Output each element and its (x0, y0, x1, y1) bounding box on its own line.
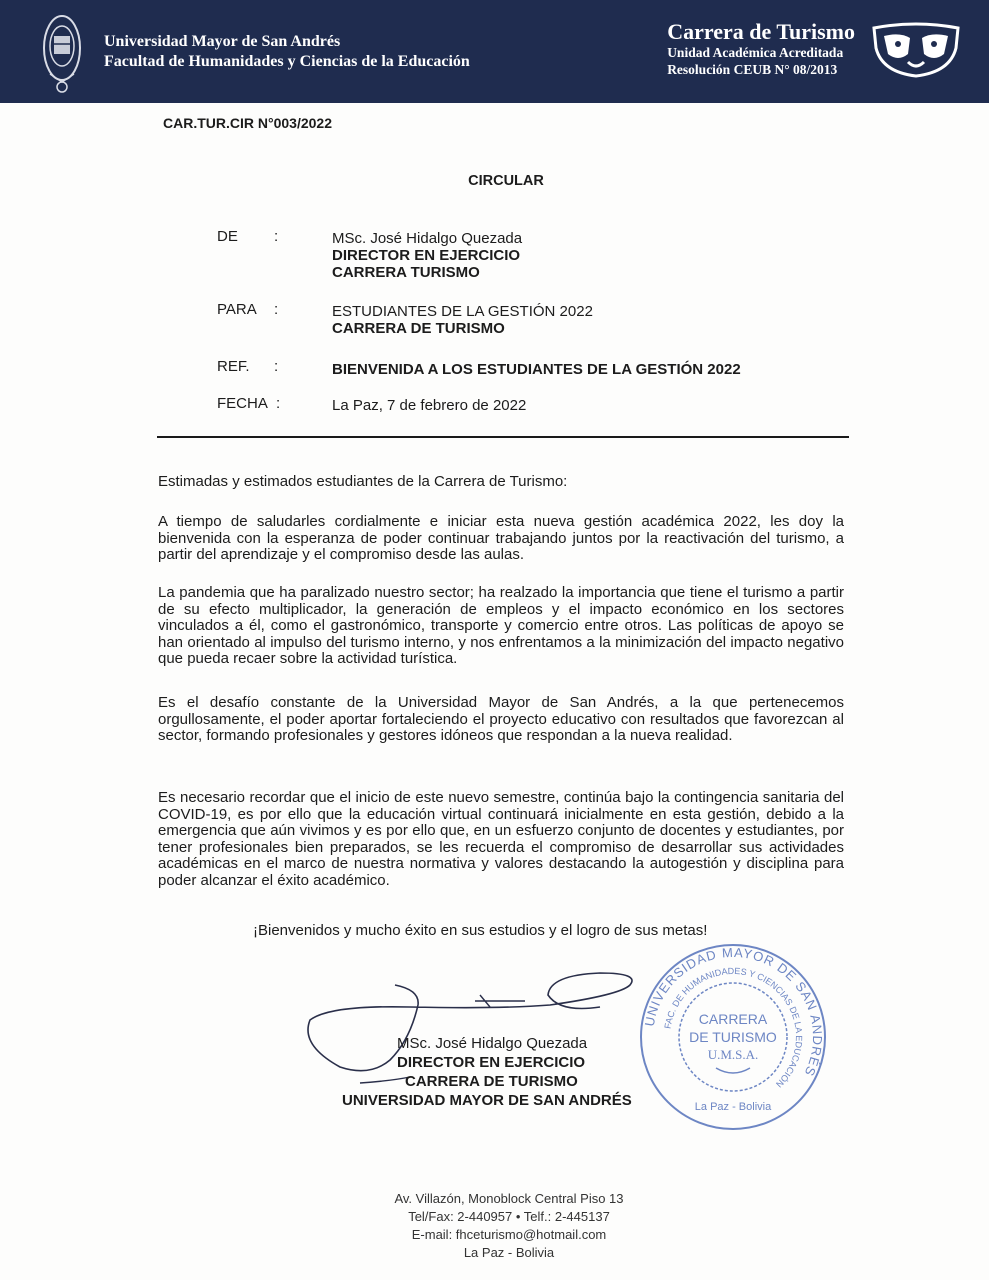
university-crest-icon (40, 8, 84, 94)
meta-to-recipients: ESTUDIANTES DE LA GESTIÓN 2022 (332, 303, 593, 320)
meta-colon: : (276, 395, 281, 412)
career-block (667, 20, 855, 78)
stamp-ring-text: UNIVERSIDAD MAYOR DE SAN ANDRÉS (641, 944, 826, 1080)
meta-date-value: La Paz, 7 de febrero de 2022 (332, 397, 527, 414)
paragraph-2: La pandemia que ha paralizado nuestro sector; ha realzado la importancia que tiene el turismo a partir de su efecto multiplicador, la generación de empleos y el impacto económico en los sectores vinculados a él, como el gastronómico, transporte y comercio entre otros. Las políticas de apoyo se han orientado al impulso del turismo interno, y nos enfrentamos a la minimización del impacto negativo que pueda recaer sobre la actividad turística. (158, 584, 844, 667)
meta-from-career: CARRERA TURISMO (332, 264, 480, 281)
meta-colon: : (274, 228, 279, 245)
meta-from-label: DE (217, 228, 238, 245)
accreditation-label: Unidad Académica Acreditada (667, 45, 844, 60)
meta-to-label: PARA (217, 301, 257, 318)
meta-date-label: FECHA (217, 395, 268, 412)
tourism-mask-logo-icon (870, 22, 962, 78)
signature-university: UNIVERSIDAD MAYOR DE SAN ANDRÉS (342, 1092, 632, 1109)
institution-names (104, 32, 470, 72)
footer-address: Av. Villazón, Monoblock Central Piso 13 (394, 1191, 624, 1206)
university-name: Universidad Mayor de San Andrés (104, 33, 341, 50)
meta-ref-value: BIENVENIDA A LOS ESTUDIANTES DE LA GESTIÓN 2022 (332, 361, 741, 378)
signature-name: MSc. José Hidalgo Quezada (397, 1035, 588, 1052)
footer-phones: Tel/Fax: 2-440957 • Telf.: 2-445137 (408, 1209, 610, 1224)
svg-text:FAC. DE HUMANIDADES Y CIENCIAS (663, 966, 804, 1089)
meta-from-role: DIRECTOR EN EJERCICIO (332, 247, 521, 264)
signature-career: CARRERA DE TURISMO (405, 1073, 578, 1090)
letterhead (0, 0, 989, 103)
meta-colon: : (274, 358, 279, 375)
footer-city: La Paz - Bolivia (463, 1245, 555, 1260)
handwritten-signature (300, 965, 645, 1090)
paragraph-4: Es necesario recordar que el inicio de este nuevo semestre, continúa bajo la contingencia sanitaria del COVID-19, es por ello que la educación virtual continuará inicialmente en esta gestión, debido a la emergencia que aún vivimos y es por ello que, en un esfuerzo conjunto de docentes y estudiantes, por tener profesionales bien preparados, se les recuerda el compromiso de desarrollar sus actividades académicas en el marco de nuestra normativa y valores destacando la autogestión y disciplina para poder alcanzar el éxito académico. (158, 789, 844, 889)
footer-email: E-mail: fhceturismo@hotmail.com (411, 1227, 607, 1242)
stamp-line-1: CARRERA (698, 1011, 768, 1027)
resolution-label: Resolución CEUB N° 08/2013 (667, 62, 838, 77)
signature-role: DIRECTOR EN EJERCICIO (397, 1054, 586, 1071)
stamp-place: La Paz - Bolivia (694, 1101, 772, 1113)
meta-from-name: MSc. José Hidalgo Quezada (332, 230, 523, 247)
stamp-inner-ring: FAC. DE HUMANIDADES Y CIENCIAS DE LA EDUCACIÓN (662, 965, 805, 1090)
document-title: CIRCULAR (468, 173, 544, 189)
paragraph-3: Es el desafío constante de la Universidad Mayor de San Andrés, a la que pertenecemos orgullosamente, el poder aportar fortaleciendo el proyecto educativo con resultados que favorezcan al sector, formando profesionales y gestores idóneos que respondan a la nueva realidad. (158, 694, 844, 744)
stamp-line-2: DE TURISMO (689, 1029, 777, 1045)
closing-line: ¡Bienvenidos y mucho éxito en sus estudios y el logro de sus metas! (253, 922, 708, 939)
paragraph-1: A tiempo de saludarles cordialmente e iniciar esta nueva gestión académica 2022, les doy la bienvenida con la esperanza de poder continuar trabajando juntos por la reactivación del turismo, a partir del aprendizaje y el compromiso desde las aulas. (158, 513, 844, 563)
header-divider (157, 436, 849, 438)
faculty-name: Facultad de Humanidades y Ciencias de la Educación (104, 53, 470, 70)
meta-ref-label: REF. (217, 358, 250, 375)
meta-colon: : (274, 301, 279, 318)
official-stamp (638, 942, 828, 1132)
career-name: Carrera de Turismo (667, 19, 855, 44)
circular-code: CAR.TUR.CIR N°003/2022 (163, 115, 332, 131)
salutation: Estimadas y estimados estudiantes de la Carrera de Turismo: (158, 473, 568, 490)
stamp-line-3: U.M.S.A. (707, 1047, 759, 1062)
footer (0, 1190, 989, 1262)
meta-to-career: CARRERA DE TURISMO (332, 320, 505, 337)
